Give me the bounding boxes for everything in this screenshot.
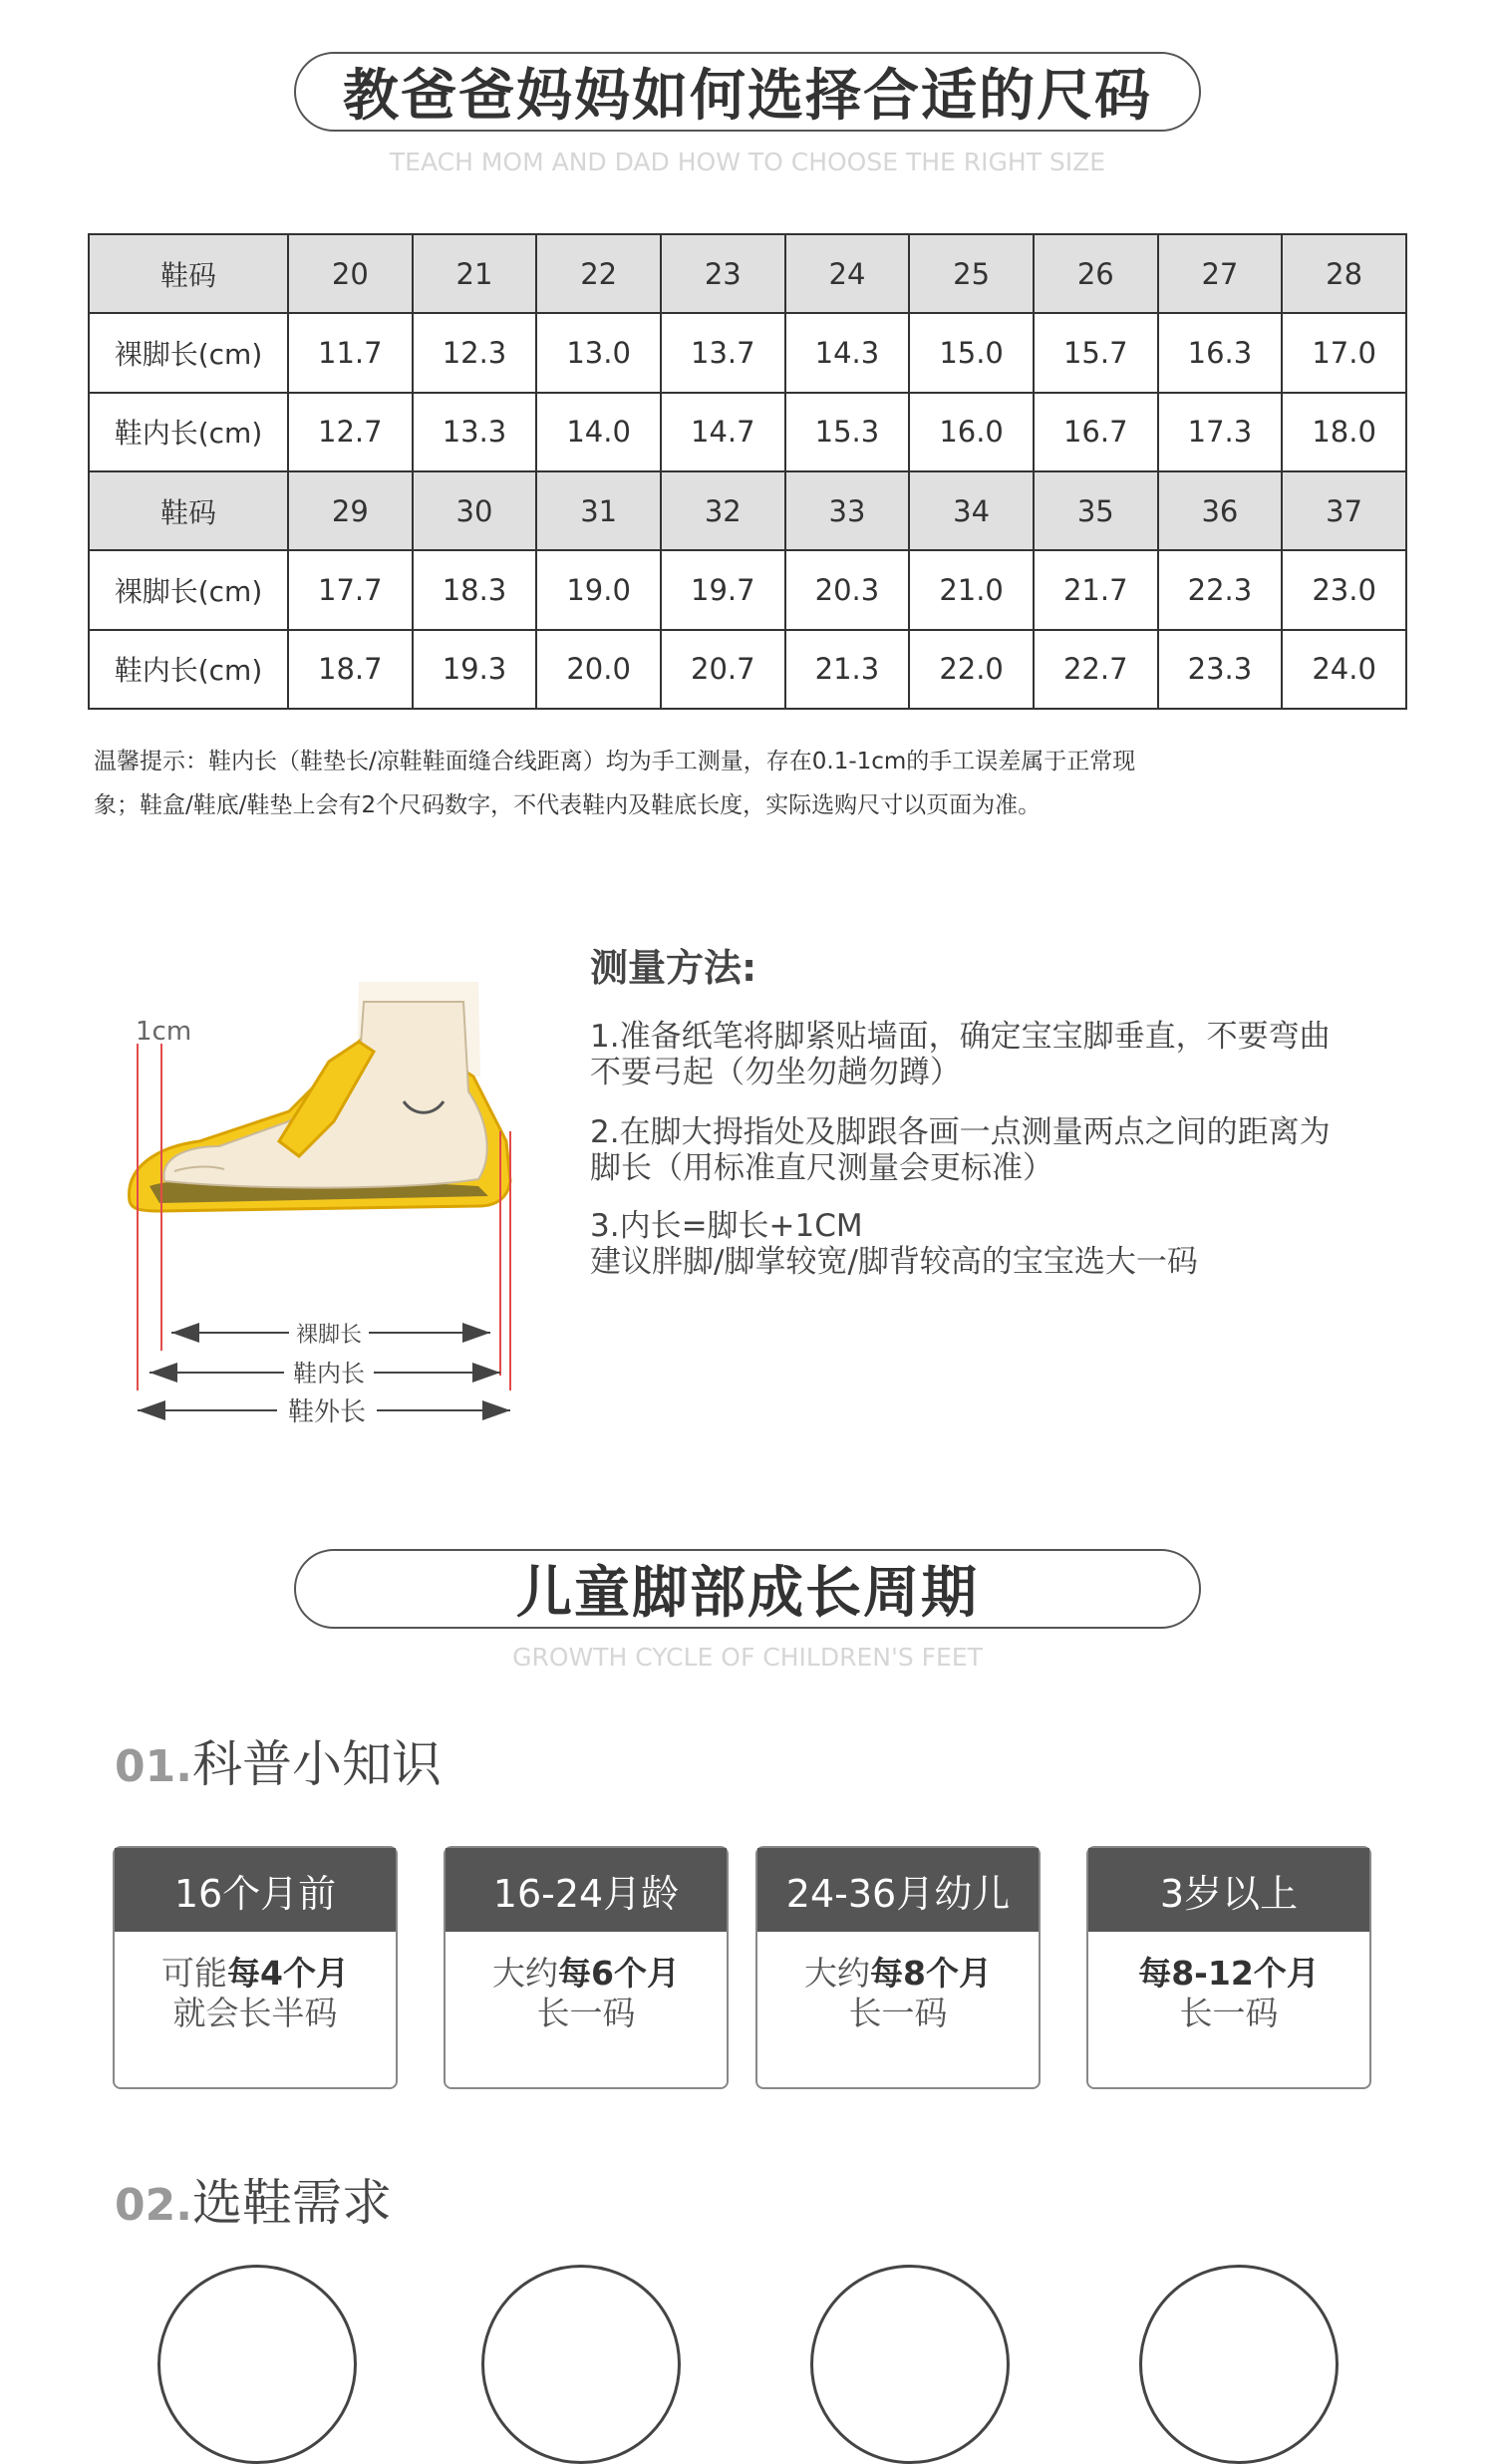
growth-card-body	[115, 1932, 396, 2033]
section-title-size-guide: 教爸爸妈妈如何选择合适的尺码	[294, 52, 1201, 132]
growth-card-pre: 大约	[804, 1954, 871, 1993]
growth-card-body	[446, 1932, 727, 2033]
measure-step1-line1: 1.准备纸笔将脚紧贴墙面，确定宝宝脚垂直，不要弯曲	[590, 1019, 1331, 1055]
size-note-line1: 温馨提示：鞋内长（鞋垫长/凉鞋鞋面缝合线距离）均为手工测量，存在0.1-1cm的手工误差属于正常现	[94, 749, 1136, 774]
knowledge-heading	[115, 1724, 442, 1796]
table-cell: 19.0	[536, 550, 661, 629]
need-circle-4	[1139, 2265, 1339, 2464]
growth-card-line2: 长一码	[536, 1994, 636, 2032]
growth-card-head: 16个月前	[115, 1848, 396, 1932]
table-cell: 15.7	[1034, 313, 1158, 392]
table-cell: 22.0	[909, 630, 1034, 709]
measure-title: 测量方法:	[590, 946, 757, 990]
table-cell: 22.7	[1034, 630, 1158, 709]
growth-card-1	[113, 1846, 398, 2089]
measure-step2	[590, 1114, 1417, 1186]
cm-label: 1cm	[136, 1017, 192, 1047]
table-cell: 20.3	[785, 550, 910, 629]
growth-card-head: 3岁以上	[1088, 1848, 1369, 1932]
table-cell: 35	[1034, 471, 1158, 550]
knowledge-title: 科普小知识	[191, 1735, 442, 1793]
size-row	[89, 471, 1406, 550]
foot-length-label: 裸脚长	[295, 1323, 363, 1348]
table-cell: 29	[288, 471, 413, 550]
table-cell: 22.3	[1158, 550, 1283, 629]
section-subtitle-size-guide: TEACH MOM AND DAD HOW TO CHOOSE THE RIGHT SIZE	[389, 148, 1106, 176]
measure-step3-line2: 建议胖脚/脚掌较宽/脚背较高的宝宝选大一码	[590, 1244, 1198, 1280]
table-cell: 20	[288, 234, 413, 313]
growth-card-bold: 每6个月	[558, 1954, 680, 1993]
table-cell: 14.0	[536, 393, 661, 471]
row-label: 鞋内长(cm)	[89, 393, 288, 471]
outer-length-label: 鞋外长	[287, 1397, 367, 1427]
row-label: 鞋内长(cm)	[89, 630, 288, 709]
row-label: 鞋码	[89, 234, 288, 313]
table-cell: 19.7	[661, 550, 785, 629]
measure-step2-line1: 2.在脚大拇指处及脚跟各画一点测量两点之间的距离为	[590, 1114, 1331, 1150]
growth-card-4	[1086, 1846, 1371, 2089]
table-cell: 14.7	[661, 393, 785, 471]
table-cell: 28	[1282, 234, 1406, 313]
row-label: 裸脚长(cm)	[89, 550, 288, 629]
table-cell: 21.3	[785, 630, 910, 709]
table-cell: 21.7	[1034, 550, 1158, 629]
table-cell: 19.3	[413, 630, 537, 709]
growth-card-line2: 就会长半码	[172, 1994, 338, 2032]
table-cell: 21	[413, 234, 537, 313]
inner-length-row	[89, 630, 1406, 709]
growth-card-bold: 每8-12个月	[1138, 1954, 1320, 1993]
section-subtitle-growth: GROWTH CYCLE OF CHILDREN'S FEET	[512, 1643, 983, 1672]
growth-card-2	[444, 1846, 729, 2089]
table-cell: 30	[413, 471, 537, 550]
section-title-growth: 儿童脚部成长周期	[294, 1549, 1201, 1629]
needs-number: 02.	[115, 2180, 192, 2231]
measure-step3-line1: 3.内长=脚长+1CM	[590, 1208, 863, 1244]
growth-card-head: 24-36月幼儿	[757, 1848, 1039, 1932]
table-cell: 13.3	[413, 393, 537, 471]
table-cell: 17.0	[1282, 313, 1406, 392]
growth-card-3	[755, 1846, 1041, 2089]
size-note-line2: 象；鞋盒/鞋底/鞋垫上会有2个尺码数字，不代表鞋内及鞋底长度，实际选购尺寸以页面为准。	[94, 792, 1042, 818]
table-cell: 12.3	[413, 313, 537, 392]
foot-measure-diagram	[120, 982, 538, 1427]
row-label: 裸脚长(cm)	[89, 313, 288, 392]
table-cell: 24	[785, 234, 910, 313]
table-cell: 22	[536, 234, 661, 313]
needs-heading	[115, 2163, 392, 2235]
table-cell: 34	[909, 471, 1034, 550]
table-cell: 25	[909, 234, 1034, 313]
knowledge-number: 01.	[115, 1741, 192, 1792]
table-cell: 21.0	[909, 550, 1034, 629]
table-cell: 16.3	[1158, 313, 1283, 392]
size-note	[94, 740, 1389, 827]
row-label: 鞋码	[89, 471, 288, 550]
table-cell: 23	[661, 234, 785, 313]
table-cell: 26	[1034, 234, 1158, 313]
growth-card-head: 16-24月龄	[446, 1848, 727, 1932]
foot-length-row	[89, 550, 1406, 629]
table-cell: 15.3	[785, 393, 910, 471]
size-table	[88, 233, 1407, 710]
table-cell: 16.0	[909, 393, 1034, 471]
table-cell: 32	[661, 471, 785, 550]
table-cell: 20.7	[661, 630, 785, 709]
table-cell: 33	[785, 471, 910, 550]
table-cell: 17.7	[288, 550, 413, 629]
table-cell: 20.0	[536, 630, 661, 709]
table-cell: 13.0	[536, 313, 661, 392]
table-cell: 36	[1158, 471, 1283, 550]
table-cell: 15.0	[909, 313, 1034, 392]
growth-card-body	[757, 1932, 1039, 2033]
table-cell: 23.3	[1158, 630, 1283, 709]
growth-card-line2: 长一码	[848, 1994, 948, 2032]
table-cell: 31	[536, 471, 661, 550]
need-circle-1	[157, 2265, 357, 2464]
need-circle-2	[481, 2265, 681, 2464]
measure-step2-line2: 脚长（用标准直尺测量会更标准）	[590, 1150, 1053, 1186]
table-cell: 12.7	[288, 393, 413, 471]
table-cell: 18.3	[413, 550, 537, 629]
table-cell: 16.7	[1034, 393, 1158, 471]
inner-length-label: 鞋内长	[293, 1360, 365, 1387]
foot-length-row	[89, 313, 1406, 392]
table-cell: 13.7	[661, 313, 785, 392]
table-cell: 18.0	[1282, 393, 1406, 471]
need-circle-3	[810, 2265, 1010, 2464]
table-cell: 24.0	[1282, 630, 1406, 709]
growth-card-bold: 每8个月	[870, 1954, 992, 1993]
growth-card-bold: 每4个月	[227, 1954, 349, 1993]
table-cell: 11.7	[288, 313, 413, 392]
growth-card-pre: 大约	[492, 1954, 559, 1993]
size-row	[89, 234, 1406, 313]
growth-card-body	[1088, 1932, 1369, 2033]
table-cell: 17.3	[1158, 393, 1283, 471]
measure-step3	[590, 1208, 1417, 1280]
needs-title: 选鞋需求	[191, 2174, 392, 2232]
table-cell: 14.3	[785, 313, 910, 392]
table-cell: 18.7	[288, 630, 413, 709]
growth-card-line2: 长一码	[1179, 1994, 1279, 2032]
table-cell: 27	[1158, 234, 1283, 313]
measure-step1	[590, 1019, 1417, 1090]
measure-step1-line2: 不要弓起（勿坐勿趟勿蹲）	[590, 1055, 961, 1090]
table-cell: 37	[1282, 471, 1406, 550]
growth-card-pre: 可能	[161, 1954, 228, 1993]
table-cell: 23.0	[1282, 550, 1406, 629]
inner-length-row	[89, 393, 1406, 471]
